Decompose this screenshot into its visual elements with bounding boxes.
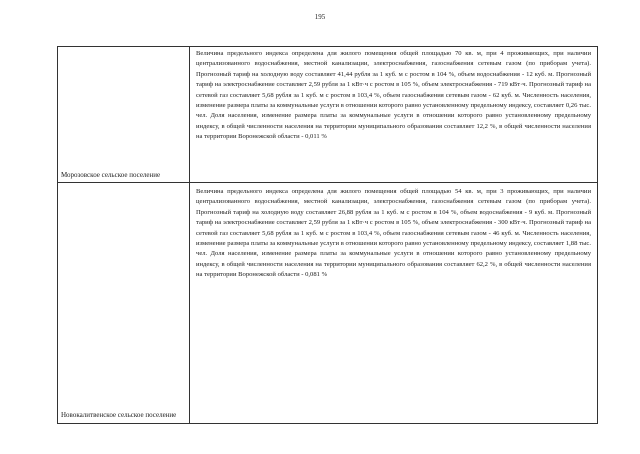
column-divider [189, 183, 190, 423]
settlement-name: Новокалитвенское сельское поселение [61, 411, 177, 419]
table-row [58, 183, 597, 423]
page-number: 195 [314, 13, 326, 21]
column-divider [189, 47, 190, 182]
settlement-name: Морозовское сельское поселение [61, 171, 161, 179]
settlement-description: Величина предельного индекса определена для жилого помещения общей площадью 54 кв. м, при 3 проживающих, при наличии централизованного водоснабжения, местной канализации, электроснабжения, газоснабжения сетевым газом (по приборам учета). Прогнозный тариф на холодную воду составляет 26,88 рубля за 1 куб. м с ростом в 104 %, объем водоснабжения - 9 куб. м. Прогнозный тариф на электроснабжение составляет 2,59 рубля за 1 кВт·ч с ростом в 105 %, объем электроснабжения - 300 кВт·ч. Прогнозный тариф на сетевой газ составляет 5,68 рубля за 1 куб. м с ростом в 103,4 %, объем газоснабжения сетевым газом - 46 куб. м. Численность населения, изменение размера платы за коммунальные услуги в отношении которого равно установленному предельному индексу, составляет 1,88 тыс. чел. Доля населения, изменение размера платы за коммунальные услуги в отношении которого равно установленному предельному индексу, в общей численности населения на территории муниципального образования составляет 62,2 %, в общей численности населения на территории Воронежской области - 0,081 % [196, 188, 591, 279]
settlement-description: Величина предельного индекса определена для жилого помещения общей площадью 70 кв. м, при 4 проживающих, при наличии централизованного водоснабжения, местной канализации, электроснабжения, газоснабжения сетевым газом (по приборам учета). Прогнозный тариф на холодную воду составляет 41,44 рубля за 1 куб. м с ростом в 104 %, объем водоснабжения - 12 куб. м. Прогнозный тариф на электроснабжение составляет 2,59 рубля за 1 кВт·ч с ростом в 105 %, объем электроснабжения - 719 кВт·ч. Прогнозный тариф на сетевой газ составляет 5,68 рубля за 1 куб. м с ростом в 103,4 %, объем газоснабжения сетевым газом - 62 куб. м. Численность населения, изменение размера платы за коммунальные услуги в отношении которого равно установленному предельному индексу, составляет 0,26 тыс. чел. Доля населения, изменение размера платы за коммунальные услуги в отношении которого равно установленному предельному индексу, в общей численности населения на территории муниципального образования составляет 12,2 %, в общей численности населения на территории Воронежской области - 0,011 % [196, 50, 591, 141]
table-row [58, 47, 597, 183]
index-table [57, 46, 598, 424]
